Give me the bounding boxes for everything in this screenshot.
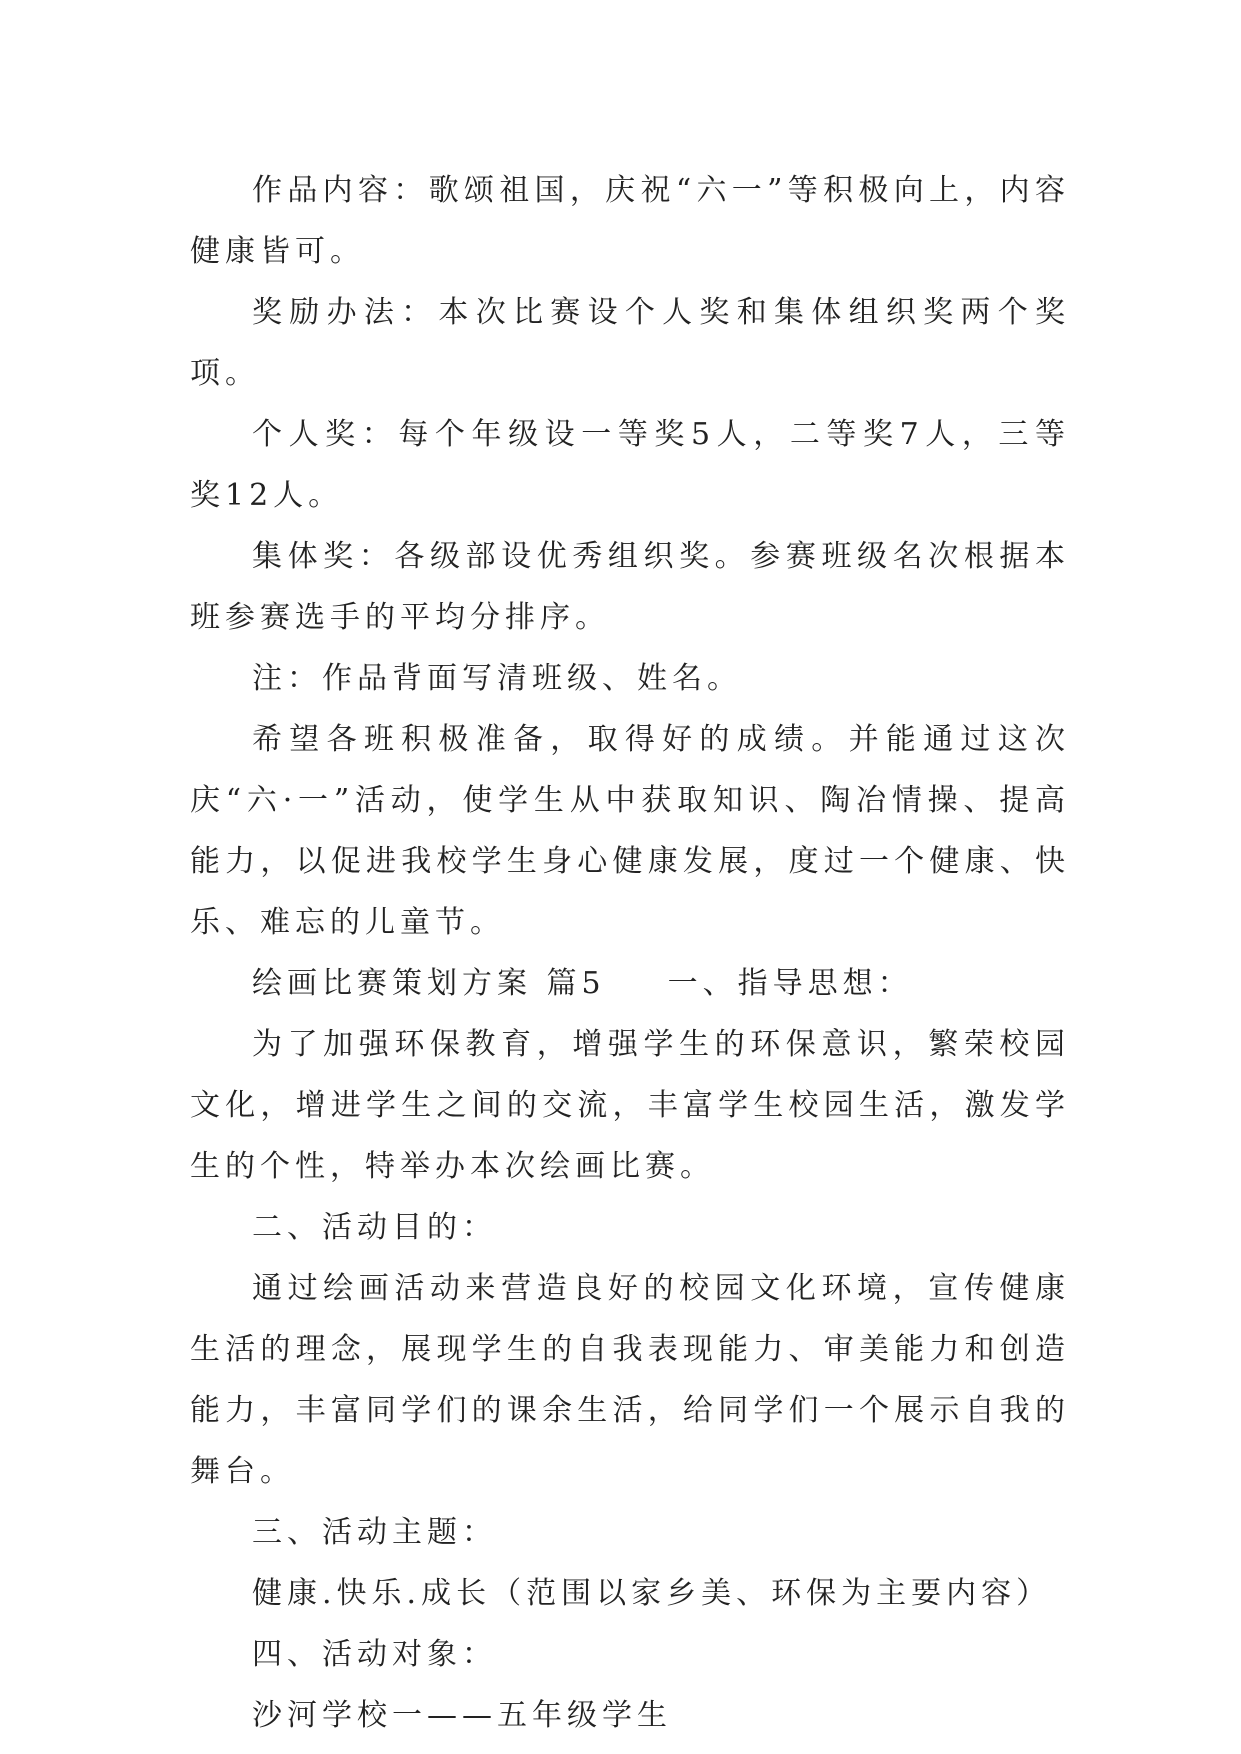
paragraph-closing: 希望各班积极准备，取得好的成绩。并能通过这次庆“六·一”活动，使学生从中获取知识、陶冶情操、提高能力，以促进我校学生身心健康发展，度过一个健康、快乐、难忘的儿童节。	[190, 722, 1070, 940]
paragraph-purpose: 通过绘画活动来营造良好的校园文化环境，宣传健康生活的理念，展现学生的自我表现能力、审美能力和创造能力，丰富同学们的课余生活，给同学们一个展示自我的舞台。	[190, 1271, 1070, 1489]
heading-purpose: 二、活动目的：	[252, 1210, 497, 1245]
section-title: 绘画比赛策划方案 篇5	[252, 966, 606, 1001]
paragraph-awards: 奖励办法：本次比赛设个人奖和集体组织奖两个奖项。	[190, 295, 1070, 391]
paragraph-note: 注：作品背面写清班级、姓名。	[252, 661, 742, 696]
heading-participants: 四、活动对象：	[252, 1637, 497, 1672]
section-first-item: 一、指导思想：	[667, 966, 913, 1001]
paragraph-group-award: 集体奖：各级部设优秀组织奖。参赛班级名次根据本班参赛选手的平均分排序。	[190, 539, 1070, 635]
section-heading	[190, 953, 1070, 1014]
heading-theme: 三、活动主题：	[252, 1515, 497, 1550]
paragraph-participants: 沙河学校一——五年级学生	[252, 1698, 672, 1733]
paragraph-guiding-idea: 为了加强环保教育，增强学生的环保意识，繁荣校园文化，增进学生之间的交流，丰富学生校园生活，激发学生的个性，特举办本次绘画比赛。	[190, 1027, 1070, 1184]
paragraph-individual-award: 个人奖：每个年级设一等奖5人，二等奖7人，三等奖12人。	[190, 417, 1070, 513]
paragraph-theme: 健康.快乐.成长（范围以家乡美、环保为主要内容）	[252, 1576, 1052, 1611]
paragraph-content: 作品内容：歌颂祖国，庆祝“六一”等积极向上，内容健康皆可。	[190, 173, 1070, 269]
document-body	[190, 160, 1070, 1746]
